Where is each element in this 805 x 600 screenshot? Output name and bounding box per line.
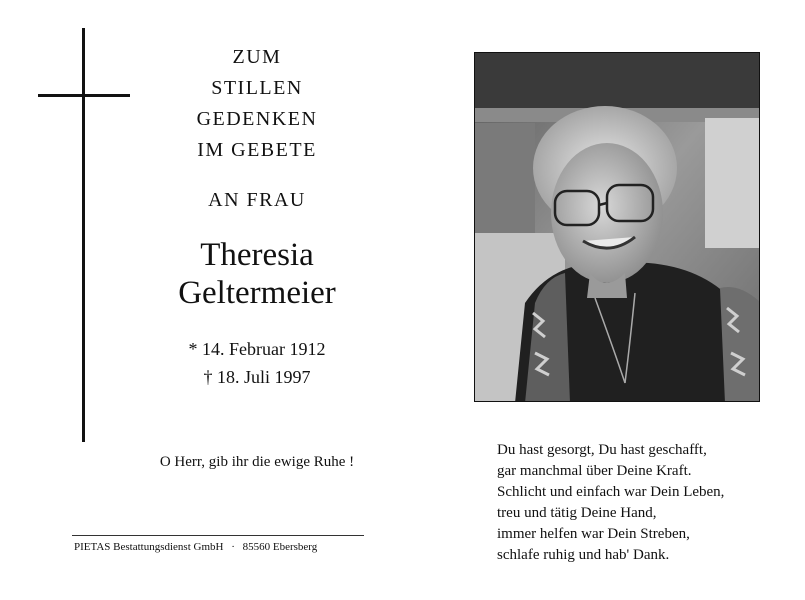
poem-line-4: treu und tätig Deine Hand, (497, 505, 657, 521)
birth-date: * 14. Februar 1912 (188, 339, 326, 359)
poem-line-2: gar manchmal über Deine Kraft. (497, 463, 692, 479)
footer-divider (72, 535, 364, 536)
deceased-name (130, 236, 384, 312)
death-date: † 18. Juli 1997 (203, 367, 311, 387)
footer-imprint (74, 541, 317, 553)
cross-vertical-bar (82, 28, 85, 442)
footer-company: PIETAS Bestattungsdienst GmbH (74, 541, 224, 553)
memorial-poem (497, 440, 724, 566)
first-name: Theresia (200, 237, 314, 273)
heading-line-2: STILLEN (211, 77, 303, 99)
heading-line-3: GEDENKEN (196, 108, 318, 130)
salutation: AN FRAU (208, 189, 306, 211)
poem-line-3: Schlicht und einfach war Dein Leben, (497, 484, 725, 500)
poem-line-1: Du hast gesorgt, Du hast geschafft, (497, 442, 707, 458)
heading-line-1: ZUM (232, 46, 282, 68)
poem-line-6: schlafe ruhig und hab' Dank. (497, 547, 670, 563)
life-dates (150, 335, 364, 391)
poem-line-5: immer helfen war Dein Streben, (497, 526, 690, 542)
footer-location: 85560 Ebersberg (242, 541, 318, 553)
last-name: Geltermeier (178, 275, 336, 311)
cross-horizontal-bar (38, 94, 130, 97)
portrait-photo (474, 52, 760, 402)
footer-separator: · (231, 541, 235, 553)
memorial-heading (150, 42, 364, 166)
heading-line-4: IM GEBETE (197, 139, 317, 161)
prayer-text: O Herr, gib ihr die ewige Ruhe ! (159, 454, 355, 470)
